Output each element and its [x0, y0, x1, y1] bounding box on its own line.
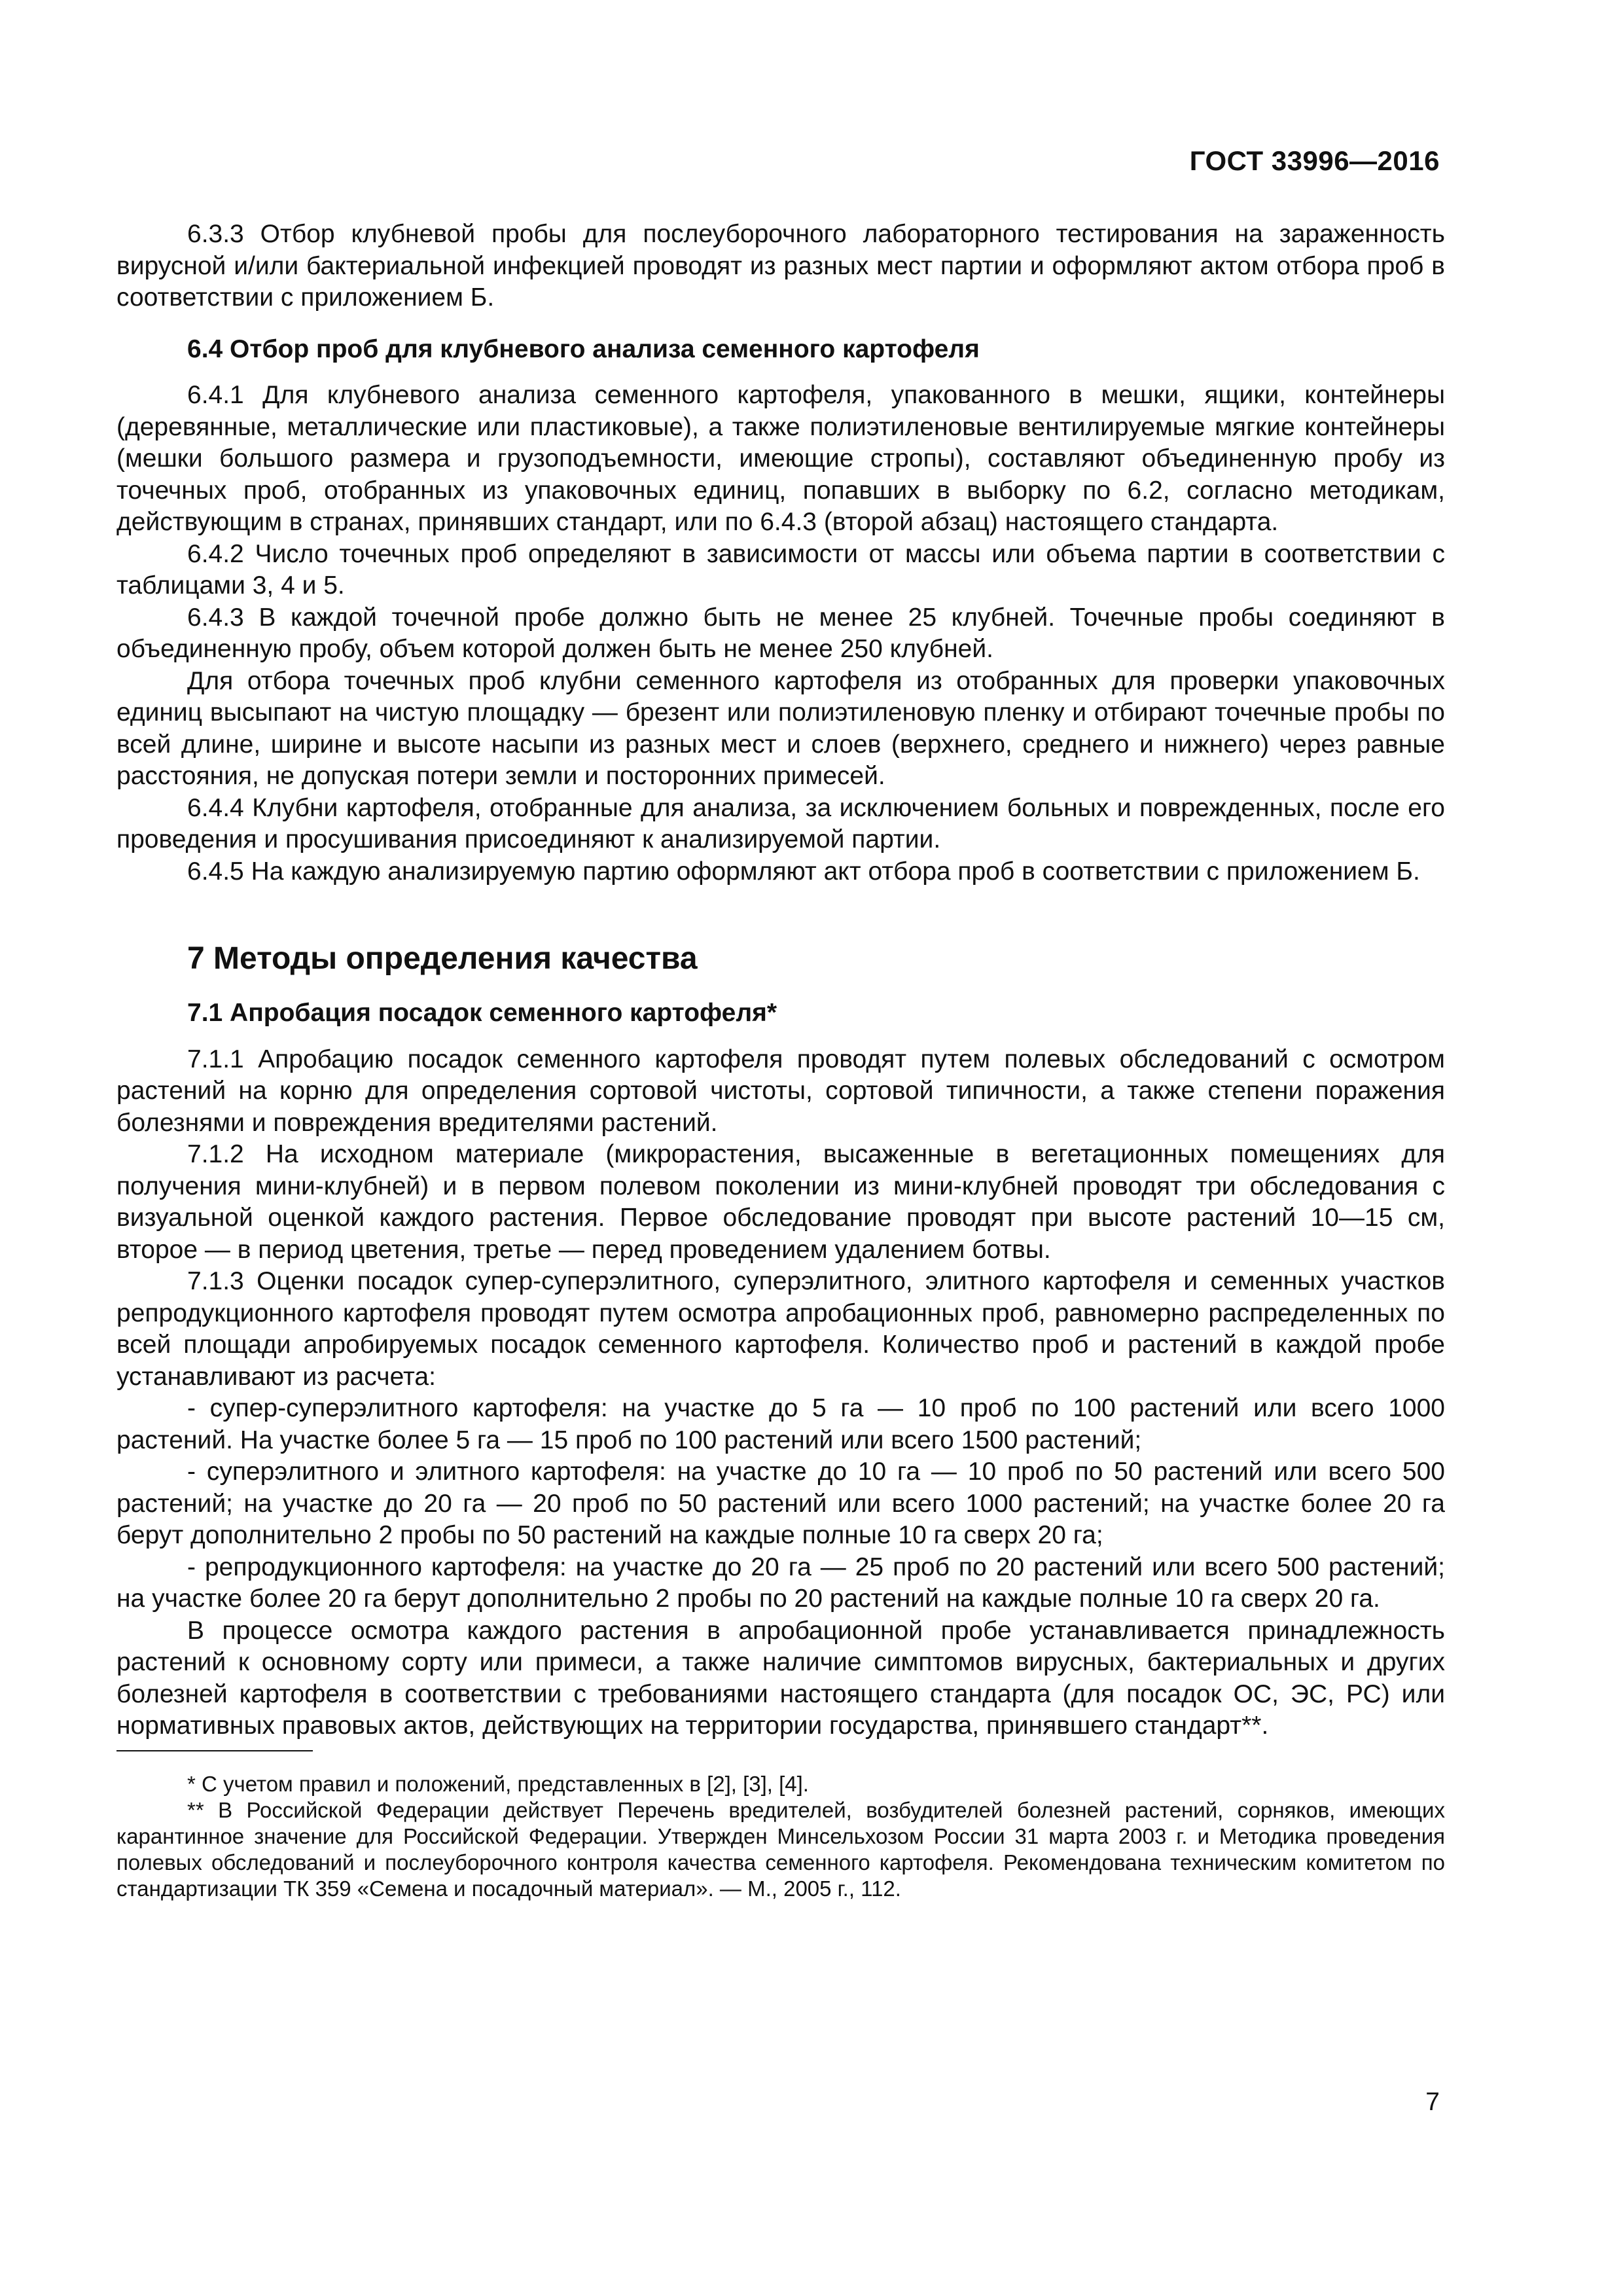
footnote-1: * С учетом правил и положений, представленных в [2], [3], [4].	[187, 1771, 809, 1796]
paragraph-6-4-4: 6.4.4 Клубни картофеля, отобранные для анализа, за исключением больных и поврежденных, после его проведения и просушивания присоединяют к анализируемой партии.	[116, 793, 1445, 853]
paragraph-6-3-3: 6.3.3 Отбор клубневой пробы для послеуборочного лабораторного тестирования на зараженность вирусной и/или бактериальной инфекцией проводят из разных мест партии и оформляют актом отбора проб в соответствии с приложением Б.	[116, 220, 1445, 312]
footnote-separator	[116, 1750, 313, 1751]
document-body	[116, 219, 1445, 1902]
paragraph-7-1-3: 7.1.3 Оценки посадок супер-суперэлитного, суперэлитного, элитного картофеля и семенных участков репродукционного картофеля проводят путем осмотра апробационных проб, равномерно распределенных по всей площади апробируемых посадок семенного картофеля. Количество проб и растений в каждой пробе устанавливают из расчета:	[116, 1267, 1445, 1391]
paragraph-7-1-2: 7.1.2 На исходном материале (микрорастения, высаженные в вегетационных помещениях для получения мини-клубней) и в первом полевом поколении из мини-клубней проводят три обследования с визуальной оценкой каждого растения. Первое обследование проводят при высоте растений 10—15 см, второе — в период цветения, третье — перед проведением удалением ботвы.	[116, 1140, 1445, 1264]
standard-header: ГОСТ 33996—2016	[1189, 145, 1440, 176]
page-number: 7	[1425, 2088, 1440, 2116]
heading-6-4: 6.4 Отбор проб для клубневого анализа семенного картофеля	[187, 334, 980, 363]
heading-7: 7 Методы определения качества	[187, 941, 698, 976]
paragraph-6-4-3: 6.4.3 В каждой точечной пробе должно быть не менее 25 клубней. Точечные пробы соединяют в объединенную пробу, объем которой должен быть не менее 250 клубней.	[116, 603, 1445, 663]
paragraph-6-4-3-second: Для отбора точечных проб клубни семенного картофеля из отобранных для проверки упаковочных единиц высыпают на чистую площадку — брезент или полиэтиленовую пленку и отбирают точечные пробы по всей длине, ширине и высоте насыпи из разных мест и слоев (верхнего, среднего и нижнего) через равные расстояния, не допуская потери земли и посторонних примесей.	[116, 666, 1445, 790]
heading-7-1: 7.1 Апробация посадок семенного картофеля*	[187, 999, 777, 1027]
paragraph-6-4-1: 6.4.1 Для клубневого анализа семенного картофеля, упакованного в мешки, ящики, контейнеры (деревянные, металлические или пластиковые), а также полиэтиленовые вентилируемые мягкие контейнеры (мешки большого размера и грузоподъемности, имеющие стропы), составляют объединенную пробу из точечных проб, отобранных из упаковочных единиц, попавших в выборку по 6.2, согласно методикам, действующим в странах, принявших стандарт, или по 6.4.3 (второй абзац) настоящего стандарта.	[116, 381, 1445, 536]
paragraph-7-1-1: 7.1.1 Апробацию посадок семенного картофеля проводят путем полевых обследований с осмотром растений на корню для определения сортовой чистоты, сортовой типичности, а также степени поражения болезнями и повреждения вредителями растений.	[116, 1045, 1445, 1137]
footnote-2: ** В Российской Федерации действует Перечень вредителей, возбудителей болезней растений, сорняков, имеющих карантинное значение для Российской Федерации. Утвержден Минсельхозом России 31 марта 2003 г. и Методика проведения полевых обследований и послеуборочного контроля качества семенного картофеля. Рекомендована техническим комитетом по стандартизации ТК 359 «Семена и посадочный материал». — М., 2005 г., 112.	[116, 1797, 1445, 1901]
paragraph-6-4-2: 6.4.2 Число точечных проб определяют в зависимости от массы или объема партии в соответствии с таблицами 3, 4 и 5.	[116, 539, 1445, 600]
list-item-superelite-elite: - суперэлитного и элитного картофеля: на участке до 10 га — 10 проб по 50 растений или всего 500 растений; на участке до 20 га — 20 проб по 50 растений или всего 1000 растений; на участке более 20 га берут дополнительно 2 пробы по 50 растений на каждые полные 10 га сверх 20 га;	[116, 1458, 1445, 1549]
paragraph-6-4-5: 6.4.5 На каждую анализируемую партию оформляют акт отбора проб в соответствии с приложением Б.	[187, 857, 1420, 886]
list-item-reproduction: - репродукционного картофеля: на участке до 20 га — 25 проб по 20 растений или всего 500 растений; на участке более 20 га берут дополнительно 2 пробы по 20 растений на каждые полные 10 га сверх 20 га.	[116, 1552, 1445, 1613]
list-item-super-superelite: - супер-суперэлитного картофеля: на участке до 5 га — 10 проб по 100 растений или всего 1000 растений. На участке более 5 га — 15 проб по 100 растений или всего 1500 растений;	[116, 1394, 1445, 1454]
paragraph-7-1-inspection: В процессе осмотра каждого растения в апробационной пробе устанавливается принадлежность растений к основному сорту или примеси, а также наличие симптомов вирусных, бактериальных и других болезней картофеля в соответствии с требованиями настоящего стандарта (для посадок ОС, ЭС, РС) или нормативных правовых актов, действующих на территории государства, принявшего стандарт**.	[116, 1616, 1445, 1740]
